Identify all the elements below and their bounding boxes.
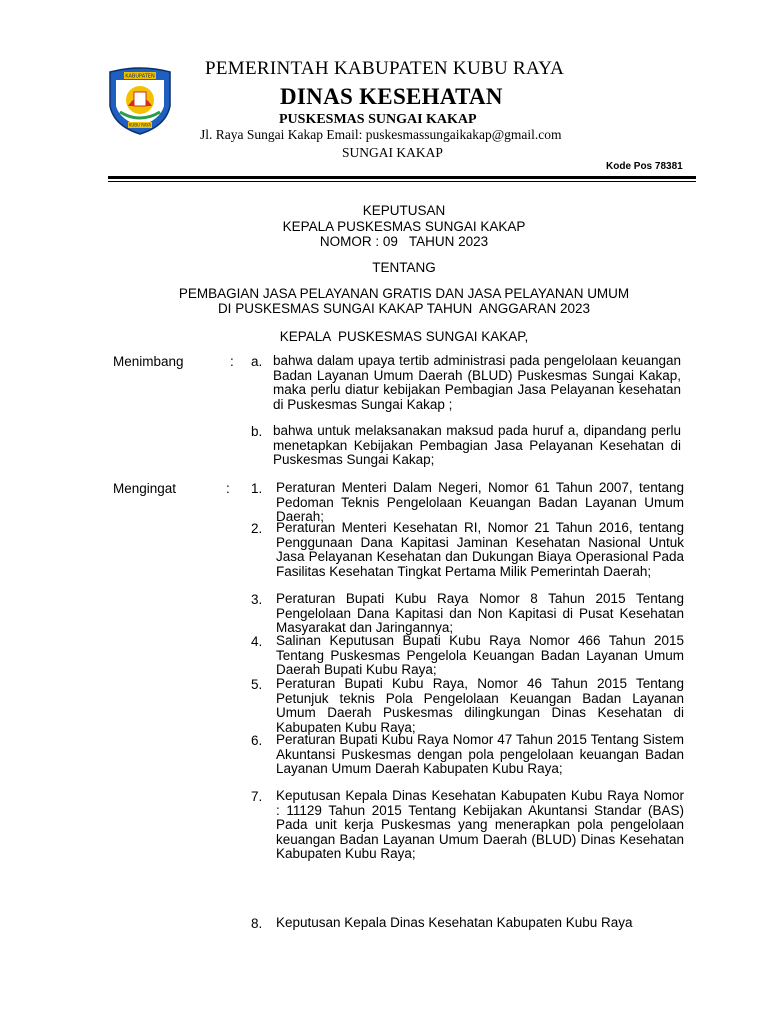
city-line: SUNGAI KAKAP	[342, 145, 443, 160]
subject-line-1: PEMBAGIAN JASA PELAYANAN GRATIS DAN JASA PELAYANAN UMUM	[178, 286, 630, 301]
decider-line: KEPALA PUSKESMAS SUNGAI KAKAP,	[279, 329, 529, 344]
mengingat-8-text: Keputusan Kepala Dinas Kesehatan Kabupaten Kubu Raya	[276, 915, 633, 930]
kubu-raya-logo	[104, 66, 176, 136]
mengingat-6-text: Peraturan Bupati Kubu Raya Nomor 47 Tahun 2015 Tentang Sistem Akuntansi Puskesmas dengan pola pengelolaan keuangan Badan Layanan Umum Daerah Kabupaten Kubu Raya;	[276, 732, 684, 776]
mengingat-5-text: Peraturan Bupati Kubu Raya, Nomor 46 Tahun 2015 Tentang Petunjuk teknis Pola Pengelolaan Keuangan Badan Layanan Umum Daerah Puskesmas dilingkungan Dinas Kesehatan di Kabupaten Kubu Raya;	[276, 676, 684, 735]
mengingat-label: Mengingat	[113, 481, 177, 496]
mengingat-7-mark: 7.	[251, 789, 263, 804]
mengingat-3-text: Peraturan Bupati Kubu Raya Nomor 8 Tahun 2015 Tentang Pengelolaan Dana Kapitasi dan Non Kapitasi di Pusat Kesehatan Masyarakat dan Jaringannya;	[276, 591, 684, 635]
header-rule-thick	[108, 176, 696, 179]
menimbang-b-mark: b.	[251, 424, 263, 439]
address-line: Jl. Raya Sungai Kakap Email: puskesmassungaikakap@gmail.com	[200, 127, 562, 142]
department-name: DINAS KESEHATAN	[280, 84, 503, 109]
menimbang-colon: :	[230, 354, 234, 369]
menimbang-label: Menimbang	[113, 354, 184, 369]
mengingat-2-text: Peraturan Menteri Kesehatan RI, Nomor 21 Tahun 2016, tentang Penggunaan Dana Kapitasi Jaminan Kesehatan Nasional Untuk Jasa Pelayanan Kesehatan dan Dukungan Biaya Operasional Pada Fasilitas Kesehatan Tingkat Pertama Milik Pemerintah Daerah;	[276, 520, 684, 579]
decree-issuer: KEPALA PUSKESMAS SUNGAI KAKAP	[282, 219, 526, 234]
mengingat-2-mark: 2.	[251, 521, 263, 536]
decree-number: NOMOR : 09 TAHUN 2023	[319, 234, 489, 249]
mengingat-1-text: Peraturan Menteri Dalam Negeri, Nomor 61 Tahun 2007, tentang Pedoman Teknis Pengelolaan Keuangan Badan Layanan Umum Daerah;	[276, 480, 684, 524]
mengingat-6-mark: 6.	[251, 733, 263, 748]
mengingat-8-mark: 8.	[251, 916, 263, 931]
subject-line-2: DI PUSKESMAS SUNGAI KAKAP TAHUN ANGGARAN 2023	[217, 301, 591, 316]
logo-bottom-text: KUBU RAYA	[128, 122, 152, 128]
postal-code: Kode Pos 78381	[606, 161, 683, 172]
mengingat-5-mark: 5.	[251, 677, 263, 692]
mengingat-4-text: Salinan Keputusan Bupati Kubu Raya Nomor 466 Tahun 2015 Tentang Puskesmas Pengelola Keuangan Badan Layanan Umum Daerah Bupati Kubu Raya;	[276, 633, 684, 677]
mengingat-4-mark: 4.	[251, 634, 263, 649]
mengingat-colon: :	[226, 481, 230, 496]
decree-type: KEPUTUSAN	[362, 203, 446, 218]
mengingat-1-mark: 1.	[251, 481, 263, 496]
header-rule-thin	[108, 181, 696, 182]
logo-top-text: KABUPATEN	[125, 73, 155, 80]
puskesmas-name: PUSKESMAS SUNGAI KAKAP	[279, 112, 477, 127]
government-name: PEMERINTAH KABUPATEN KUBU RAYA	[205, 58, 565, 79]
about-heading: TENTANG	[372, 260, 436, 275]
menimbang-a-mark: a.	[251, 354, 263, 369]
mengingat-3-mark: 3.	[251, 592, 263, 607]
menimbang-a-text: bahwa dalam upaya tertib administrasi pada pengelolaan keuangan Badan Layanan Umum Daerah (BLUD) Puskesmas Sungai Kakap, maka perlu diatur kebijakan Pembagian Jasa Pelayanan kesehatan di Puskesmas Sungai Kakap ;	[273, 353, 681, 412]
menimbang-b-text: bahwa untuk melaksanakan maksud pada huruf a, dipandang perlu menetapkan Kebijakan Pembagian Jasa Pelayanan Kesehatan di Puskesmas Sungai Kakap;	[273, 423, 681, 467]
mengingat-7-text: Keputusan Kepala Dinas Kesehatan Kabupaten Kubu Raya Nomor : 11129 Tahun 2015 Tentang Kebijakan Akuntansi Standar (BAS) Pada unit kerja Puskesmas yang menerapkan pola pengelolaan keuangan Badan Layanan Umum Daerah (BLUD) Dinas Kesehatan Kabupaten Kubu Raya;	[276, 788, 684, 861]
